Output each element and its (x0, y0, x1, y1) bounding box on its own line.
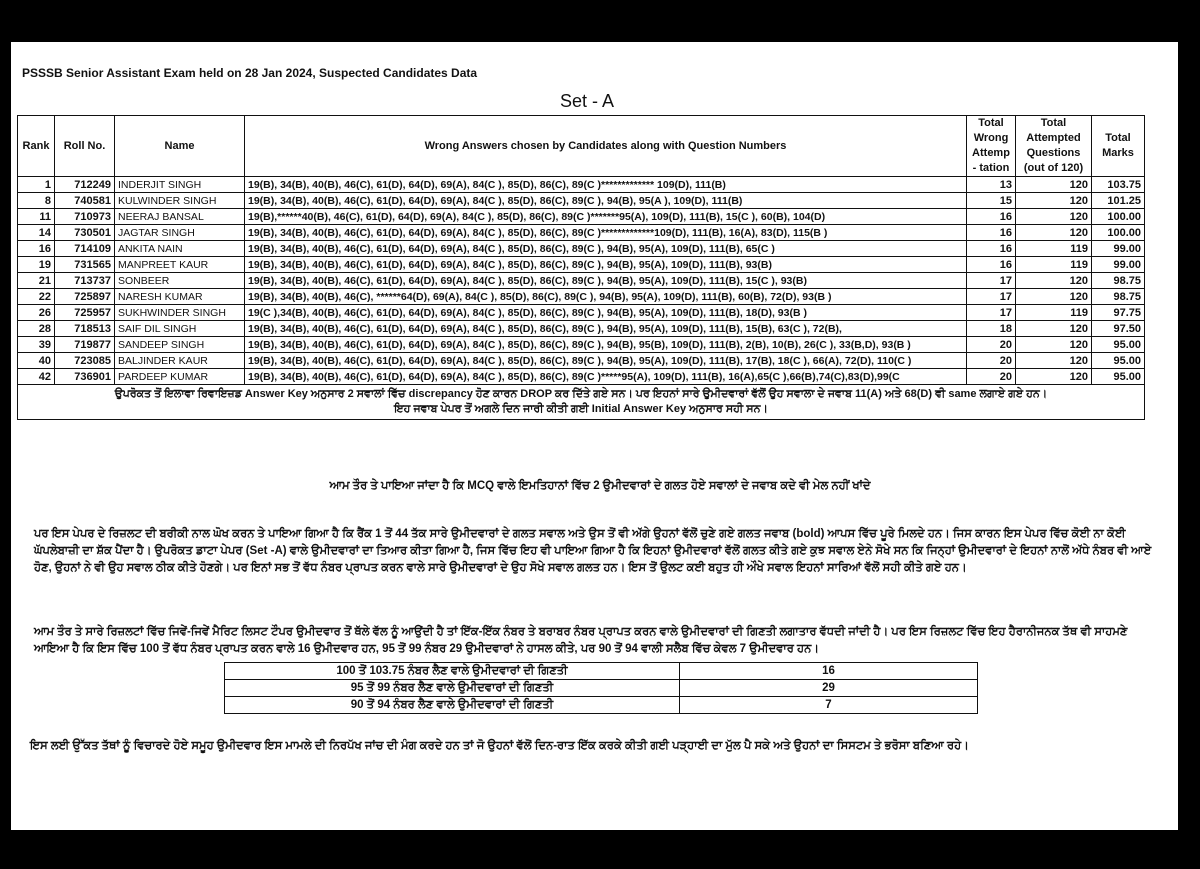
cell-rank: 28 (18, 321, 55, 337)
cell-roll: 710973 (55, 209, 115, 225)
note-line-2: ਇਹ ਜਵਾਬ ਪੇਪਰ ਤੋਂ ਅਗਲੇ ਦਿਨ ਜਾਰੀ ਕੀਤੀ ਗਈ Initial Answer Key ਅਨੁਸਾਰ ਸਹੀ ਸਨ। (394, 403, 768, 415)
table-row (18, 241, 1145, 257)
cell-rank: 16 (18, 241, 55, 257)
cell-attempted: 120 (1016, 273, 1092, 289)
cell-attempted: 120 (1016, 289, 1092, 305)
table-row (18, 225, 1145, 241)
table-row (18, 369, 1145, 385)
cell-roll: 713737 (55, 273, 115, 289)
count-row (225, 680, 978, 697)
cell-wrong: 17 (967, 289, 1016, 305)
cell-name: SANDEEP SINGH (115, 337, 245, 353)
count-row (225, 663, 978, 680)
cell-marks: 98.75 (1092, 273, 1145, 289)
header-name: Name (115, 116, 245, 177)
table-row (18, 321, 1145, 337)
cell-wrong: 18 (967, 321, 1016, 337)
count-label: 100 ਤੋਂ 103.75 ਨੰਬਰ ਲੈਣ ਵਾਲੇ ਉਮੀਦਵਾਰਾਂ ਦੀ ਗਿਣਤੀ (225, 663, 680, 680)
cell-answers: 19(B), 34(B), 40(B), 46(C), 61(D), 64(D), 69(A), 84(C ), 85(D), 86(C), 89(C ), 94(B), 95(A), 109(D), 111(B), 15(B), 63(C ), 72(B), (245, 321, 967, 337)
cell-marks: 97.50 (1092, 321, 1145, 337)
cell-roll: 725897 (55, 289, 115, 305)
cell-name: SUKHWINDER SINGH (115, 305, 245, 321)
cell-roll: 736901 (55, 369, 115, 385)
paragraph-3-text: ਆਮ ਤੌਰ ਤੇ ਸਾਰੇ ਰਿਜ਼ਲਟਾਂ ਵਿੱਚ ਜਿਵੇਂ-ਜਿਵੇਂ ਮੈਰਿਟ ਲਿਸਟ ਟੌਪਰ ਉਮੀਦਵਾਰ ਤੋਂ ਥੱਲੇ ਵੱਲ ਨੂੰ ਆਉਂਦੀ ਹੈ ਤਾਂ ਇੱਕ-ਇੱਕ ਨੰਬਰ ਤੇ ਬਰਾਬਰ ਨੰਬਰ ਪ੍ਰਾਪਤ ਕਰਨ ਵਾਲੇ ਉਮੀਦਵਾਰਾਂ ਦੀ ਗਿਣਤੀ ਲਗਾਤਾਰ ਵੱਧਦੀ ਜਾਂਦੀ ਹੈ। ਪਰ ਇਸ ਰਿਜ਼ਲਟ ਵਿੱਚ ਇਹ ਹੈਰਾਨੀਜਨਕ ਤੱਥ ਵੀ ਸਾਹਮਣੇ ਆਇਆ ਹੈ ਕਿ ਇਸ ਵਿੱਚ 100 ਤੋਂ ਵੱਧ ਨੰਬਰ ਪ੍ਰਾਪਤ ਕਰਨ ਵਾਲੇ 16 ਉਮੀਦਵਾਰ ਹਨ, 95 ਤੋਂ 99 ਨੰਬਰ 29 ਉਮੀਦਵਾਰਾਂ ਨੇ ਹਾਸਲ ਕੀਤੇ, ਪਰ 90 ਤੋਂ 94 ਵਾਲੀ ਸਲੈਬ ਵਿੱਚ ਕੇਵਲ 7 ਉਮੀਦਵਾਰ ਹਨ। (34, 626, 1128, 655)
header-roll: Roll No. (55, 116, 115, 177)
cell-roll: 718513 (55, 321, 115, 337)
cell-name: JAGTAR SINGH (115, 225, 245, 241)
cell-name: NEERAJ BANSAL (115, 209, 245, 225)
cell-rank: 42 (18, 369, 55, 385)
cell-answers: 19(B), 34(B), 40(B), 46(C), 61(D), 64(D), 69(A), 84(C ), 85(D), 86(C), 89(C )*****95(A), 109(D), 111(B), 16(A),65(C ),66(B),74(C),83(D),99(C (245, 369, 967, 385)
cell-name: BALJINDER KAUR (115, 353, 245, 369)
table-row (18, 305, 1145, 321)
cell-attempted: 120 (1016, 321, 1092, 337)
score-range-counts-table (224, 662, 978, 714)
table-row (18, 353, 1145, 369)
cell-attempted: 120 (1016, 337, 1092, 353)
cell-rank: 40 (18, 353, 55, 369)
cell-attempted: 119 (1016, 257, 1092, 273)
cell-answers: 19(B),******40(B), 46(C), 61(D), 64(D), 69(A), 84(C ), 85(D), 86(C), 89(C )*******95(A), 109(D), 111(B), 15(C ), 60(B), 104(D) (245, 209, 967, 225)
cell-marks: 100.00 (1092, 225, 1145, 241)
cell-wrong: 20 (967, 369, 1016, 385)
cell-marks: 95.00 (1092, 369, 1145, 385)
cell-attempted: 120 (1016, 369, 1092, 385)
cell-attempted: 120 (1016, 193, 1092, 209)
cell-rank: 11 (18, 209, 55, 225)
cell-wrong: 20 (967, 353, 1016, 369)
cell-rank: 21 (18, 273, 55, 289)
cell-roll: 740581 (55, 193, 115, 209)
cell-marks: 95.00 (1092, 337, 1145, 353)
table-row (18, 337, 1145, 353)
cell-marks: 101.25 (1092, 193, 1145, 209)
header-marks: Total Marks (1092, 116, 1145, 177)
cell-marks: 100.00 (1092, 209, 1145, 225)
cell-wrong: 16 (967, 257, 1016, 273)
cell-wrong: 13 (967, 177, 1016, 193)
cell-wrong: 16 (967, 241, 1016, 257)
cell-wrong: 20 (967, 337, 1016, 353)
count-value: 16 (680, 663, 978, 680)
cell-answers: 19(B), 34(B), 40(B), 46(C), 61(D), 64(D), 69(A), 84(C ), 85(D), 86(C), 89(C ), 94(B), 95(A), 109(D), 111(B), 15(C ), 93(B) (245, 273, 967, 289)
cell-answers: 19(B), 34(B), 40(B), 46(C), 61(D), 64(D), 69(A), 84(C ), 85(D), 86(C), 89(C ), 94(B), 95(A ), 109(D), 111(B) (245, 193, 967, 209)
count-label: 95 ਤੋਂ 99 ਨੰਬਰ ਲੈਣ ਵਾਲੇ ਉਮੀਦਵਾਰਾਂ ਦੀ ਗਿਣਤੀ (225, 680, 680, 697)
count-value: 7 (680, 697, 978, 714)
cell-rank: 22 (18, 289, 55, 305)
header-wrong: Total Wrong Attemp - tation (967, 116, 1016, 177)
cell-roll: 723085 (55, 353, 115, 369)
cell-marks: 99.00 (1092, 257, 1145, 273)
cell-rank: 14 (18, 225, 55, 241)
cell-answers: 19(B), 34(B), 40(B), 46(C), 61(D), 64(D), 69(A), 84(C ), 85(D), 86(C), 89(C )*************109(D), 111(B), 16(A), 83(D), 115(B ) (245, 225, 967, 241)
table-note-row (18, 385, 1145, 420)
cell-roll: 731565 (55, 257, 115, 273)
cell-rank: 39 (18, 337, 55, 353)
note-line-1: ਉਪਰੋਕਤ ਤੋਂ ਇਲਾਵਾ ਰਿਵਾਇਜ਼ਡ Answer Key ਅਨੁਸਾਰ 2 ਸਵਾਲਾਂ ਵਿੱਚ discrepancy ਹੋਣ ਕਾਰਨ DROP ਕਰ ਦਿੱਤੇ ਗਏ ਸਨ। ਪਰ ਇਹਨਾਂ ਸਾਰੇ ਉਮੀਦਵਾਰਾਂ ਵੱਲੋਂ ਉਹ ਸਵਾਲਾ ਦੇ ਜਵਾਬ 11(A) ਅਤੇ 68(D) ਵੀ same ਲਗਾਏ ਗਏ ਹਨ। (114, 388, 1048, 400)
table-row (18, 193, 1145, 209)
cell-answers: 19(B), 34(B), 40(B), 46(C), 61(D), 64(D), 69(A), 84(C ), 85(D), 86(C), 89(C ), 94(B), 95(A), 109(D), 111(B), 65(C ) (245, 241, 967, 257)
cell-marks: 98.75 (1092, 289, 1145, 305)
cell-roll: 714109 (55, 241, 115, 257)
set-title: Set - A (560, 91, 615, 111)
cell-name: SONBEER (115, 273, 245, 289)
header-attempted: Total Attempted Questions (out of 120) (1016, 116, 1092, 177)
cell-name: PARDEEP KUMAR (115, 369, 245, 385)
cell-attempted: 120 (1016, 177, 1092, 193)
cell-answers: 19(B), 34(B), 40(B), 46(C), 61(D), 64(D), 69(A), 84(C ), 85(D), 86(C), 89(C ), 94(B), 95(A), 109(D), 111(B), 93(B) (245, 257, 967, 273)
cell-wrong: 17 (967, 305, 1016, 321)
paragraph-1: ਆਮ ਤੌਰ ਤੇ ਪਾਇਆ ਜਾਂਦਾ ਹੈ ਕਿ MCQ ਵਾਲੇ ਇਮਤਿਹਾਨਾਂ ਵਿੱਚ 2 ਉਮੀਦਵਾਰਾਂ ਦੇ ਗਲਤ ਹੋਏ ਸਵਾਲਾਂ ਦੇ ਜਵਾਬ ਕਦੇ ਵੀ ਮੇਲ ਨਹੀਂ ਖਾਂਦੇ (329, 480, 871, 492)
cell-answers: 19(C ),34(B), 40(B), 46(C), 61(D), 64(D), 69(A), 84(C ), 85(D), 86(C), 89(C ), 94(B), 95(A), 109(D), 111(B), 18(D), 93(B ) (245, 305, 967, 321)
cell-wrong: 16 (967, 225, 1016, 241)
table-row (18, 209, 1145, 225)
cell-attempted: 120 (1016, 225, 1092, 241)
cell-marks: 95.00 (1092, 353, 1145, 369)
cell-answers: 19(B), 34(B), 40(B), 46(C), 61(D), 64(D), 69(A), 84(C ), 85(D), 86(C), 89(C ), 94(B), 95(B), 109(D), 111(B), 2(B), 10(B), 26(C ), 33(B,D), 93(B ) (245, 337, 967, 353)
table-note (18, 385, 1145, 420)
header-rank: Rank (18, 116, 55, 177)
cell-wrong: 16 (967, 209, 1016, 225)
cell-roll: 725957 (55, 305, 115, 321)
table-header-row (18, 116, 1145, 177)
cell-name: KULWINDER SINGH (115, 193, 245, 209)
cell-attempted: 119 (1016, 305, 1092, 321)
cell-attempted: 119 (1016, 241, 1092, 257)
cell-wrong: 17 (967, 273, 1016, 289)
table-row (18, 273, 1145, 289)
document-title: PSSSB Senior Assistant Exam held on 28 Jan 2024, Suspected Candidates Data (22, 66, 478, 80)
count-value: 29 (680, 680, 978, 697)
cell-roll: 712249 (55, 177, 115, 193)
cell-answers: 19(B), 34(B), 40(B), 46(C), ******64(D), 69(A), 84(C ), 85(D), 86(C), 89(C ), 94(B), 95(A), 109(D), 111(B), 60(B), 72(D), 93(B ) (245, 289, 967, 305)
cell-roll: 719877 (55, 337, 115, 353)
table-row (18, 257, 1145, 273)
cell-name: ANKITA NAIN (115, 241, 245, 257)
cell-attempted: 120 (1016, 353, 1092, 369)
table-row (18, 289, 1145, 305)
suspected-candidates-table (17, 115, 1145, 420)
cell-rank: 19 (18, 257, 55, 273)
cell-attempted: 120 (1016, 209, 1092, 225)
paragraph-4: ਇਸ ਲਈ ਉੱਕਤ ਤੱਥਾਂ ਨੂੰ ਵਿਚਾਰਦੇ ਹੋਏ ਸਮੂਹ ਉਮੀਦਵਾਰ ਇਸ ਮਾਮਲੇ ਦੀ ਨਿਰਪੱਖ ਜਾਂਚ ਦੀ ਮੰਗ ਕਰਦੇ ਹਨ ਤਾਂ ਜੋ ਉਹਨਾਂ ਵੱਲੋਂ ਦਿਨ-ਰਾਤ ਇੱਕ ਕਰਕੇ ਕੀਤੀ ਗਈ ਪੜ੍ਹਾਈ ਦਾ ਮੁੱਲ ਪੈ ਸਕੇ ਅਤੇ ਉਹਨਾਂ ਦਾ ਸਿਸਟਮ ਤੇ ਭਰੋਸਾ ਬਣਿਆ ਰਹੇ। (30, 740, 969, 752)
count-row (225, 697, 978, 714)
cell-name: SAIF DIL SINGH (115, 321, 245, 337)
cell-rank: 1 (18, 177, 55, 193)
cell-rank: 26 (18, 305, 55, 321)
cell-rank: 8 (18, 193, 55, 209)
cell-answers: 19(B), 34(B), 40(B), 46(C), 61(D), 64(D), 69(A), 84(C ), 85(D), 86(C), 89(C )************* 109(D), 111(B) (245, 177, 967, 193)
cell-answers: 19(B), 34(B), 40(B), 46(C), 61(D), 64(D), 69(A), 84(C ), 85(D), 86(C), 89(C ), 94(B), 95(A), 109(D), 111(B), 17(B), 18(C ), 66(A), 72(D), 110(C ) (245, 353, 967, 369)
table-row (18, 177, 1145, 193)
count-label: 90 ਤੋਂ 94 ਨੰਬਰ ਲੈਣ ਵਾਲੇ ਉਮੀਦਵਾਰਾਂ ਦੀ ਗਿਣਤੀ (225, 697, 680, 714)
cell-marks: 97.75 (1092, 305, 1145, 321)
cell-name: MANPREET KAUR (115, 257, 245, 273)
header-answers: Wrong Answers chosen by Candidates along with Question Numbers (245, 116, 967, 177)
cell-roll: 730501 (55, 225, 115, 241)
cell-marks: 99.00 (1092, 241, 1145, 257)
cell-wrong: 15 (967, 193, 1016, 209)
paragraph-2: ਪਰ ਇਸ ਪੇਪਰ ਦੇ ਰਿਜ਼ਲਟ ਦੀ ਬਰੀਕੀ ਨਾਲ ਘੋਖ ਕਰਨ ਤੇ ਪਾਇਆ ਗਿਆ ਹੈ ਕਿ ਰੈਂਕ 1 ਤੋਂ 44 ਤੱਕ ਸਾਰੇ ਉਮੀਦਵਾਰਾਂ ਦੇ ਗਲਤ ਸਵਾਲ ਅਤੇ ਉਸ ਤੋਂ ਵੀ ਅੱਗੇ ਉਹਨਾਂ ਵੱਲੋਂ ਚੁਣੇ ਗਏ ਗਲਤ ਜਵਾਬ (bold) ਆਪਸ ਵਿੱਚ ਪੂਰੇ ਮਿਲਦੇ ਹਨ। ਜਿਸ ਕਾਰਨ ਇਸ ਪੇਪਰ ਵਿੱਚ ਕੋਈ ਨਾ ਕੋਈ ਘੱਪਲੇਬਾਜ਼ੀ ਦਾ ਸ਼ੱਕ ਪੈਂਦਾ ਹੈ। ਉਪਰੋਕਤ ਡਾਟਾ ਪੇਪਰ (Set -A) ਵਾਲੇ ਉਮੀਦਵਾਰਾਂ ਦਾ ਤਿਆਰ ਕੀਤਾ ਗਿਆ ਹੈ, ਜਿਸ ਵਿੱਚ ਇਹ ਵੀ ਪਾਇਆ ਗਿਆ ਹੈ ਕਿ ਇਹਨਾਂ ਉਮੀਦਵਾਰਾਂ ਵੱਲੋਂ ਗਲਤ ਕੀਤੇ ਗਏ ਕੁਝ ਸਵਾਲ ਏਨੇ ਸੋਖੇ ਸਨ ਕਿ ਜਿਨ੍ਹਾਂ ਉਮੀਦਵਾਰਾਂ ਦੇ ਇਹਨਾਂ ਨਾਲੋਂ ਅੱਧੇ ਨੰਬਰ ਵੀ ਆਏ ਹੋਣ, ਉਹਨਾਂ ਨੇ ਵੀ ਉਹ ਸਵਾਲ ਠੀਕ ਕੀਤੇ ਹੋਣਗੇ। ਪਰ ਇਨਾਂ ਸਭ ਤੋਂ ਵੱਧ ਨੰਬਰ ਪ੍ਰਾਪਤ ਕਰਨ ਵਾਲੇ ਸਾਰੇ ਉਮੀਦਵਾਰਾਂ ਦੇ ਉਹ ਸੋਖੇ ਸਵਾਲ ਗਲਤ ਹਨ। ਇਸ ਤੋਂ ਉਲਟ ਕਈ ਬਹੁਤ ਹੀ ਔਖੇ ਸਵਾਲ ਇਹਨਾਂ ਸਾਰਿਆਂ ਵੱਲੋਂ ਸਹੀ ਕੀਤੇ ਗਏ ਹਨ। (34, 528, 1152, 574)
cell-name: NARESH KUMAR (115, 289, 245, 305)
cell-marks: 103.75 (1092, 177, 1145, 193)
cell-name: INDERJIT SINGH (115, 177, 245, 193)
